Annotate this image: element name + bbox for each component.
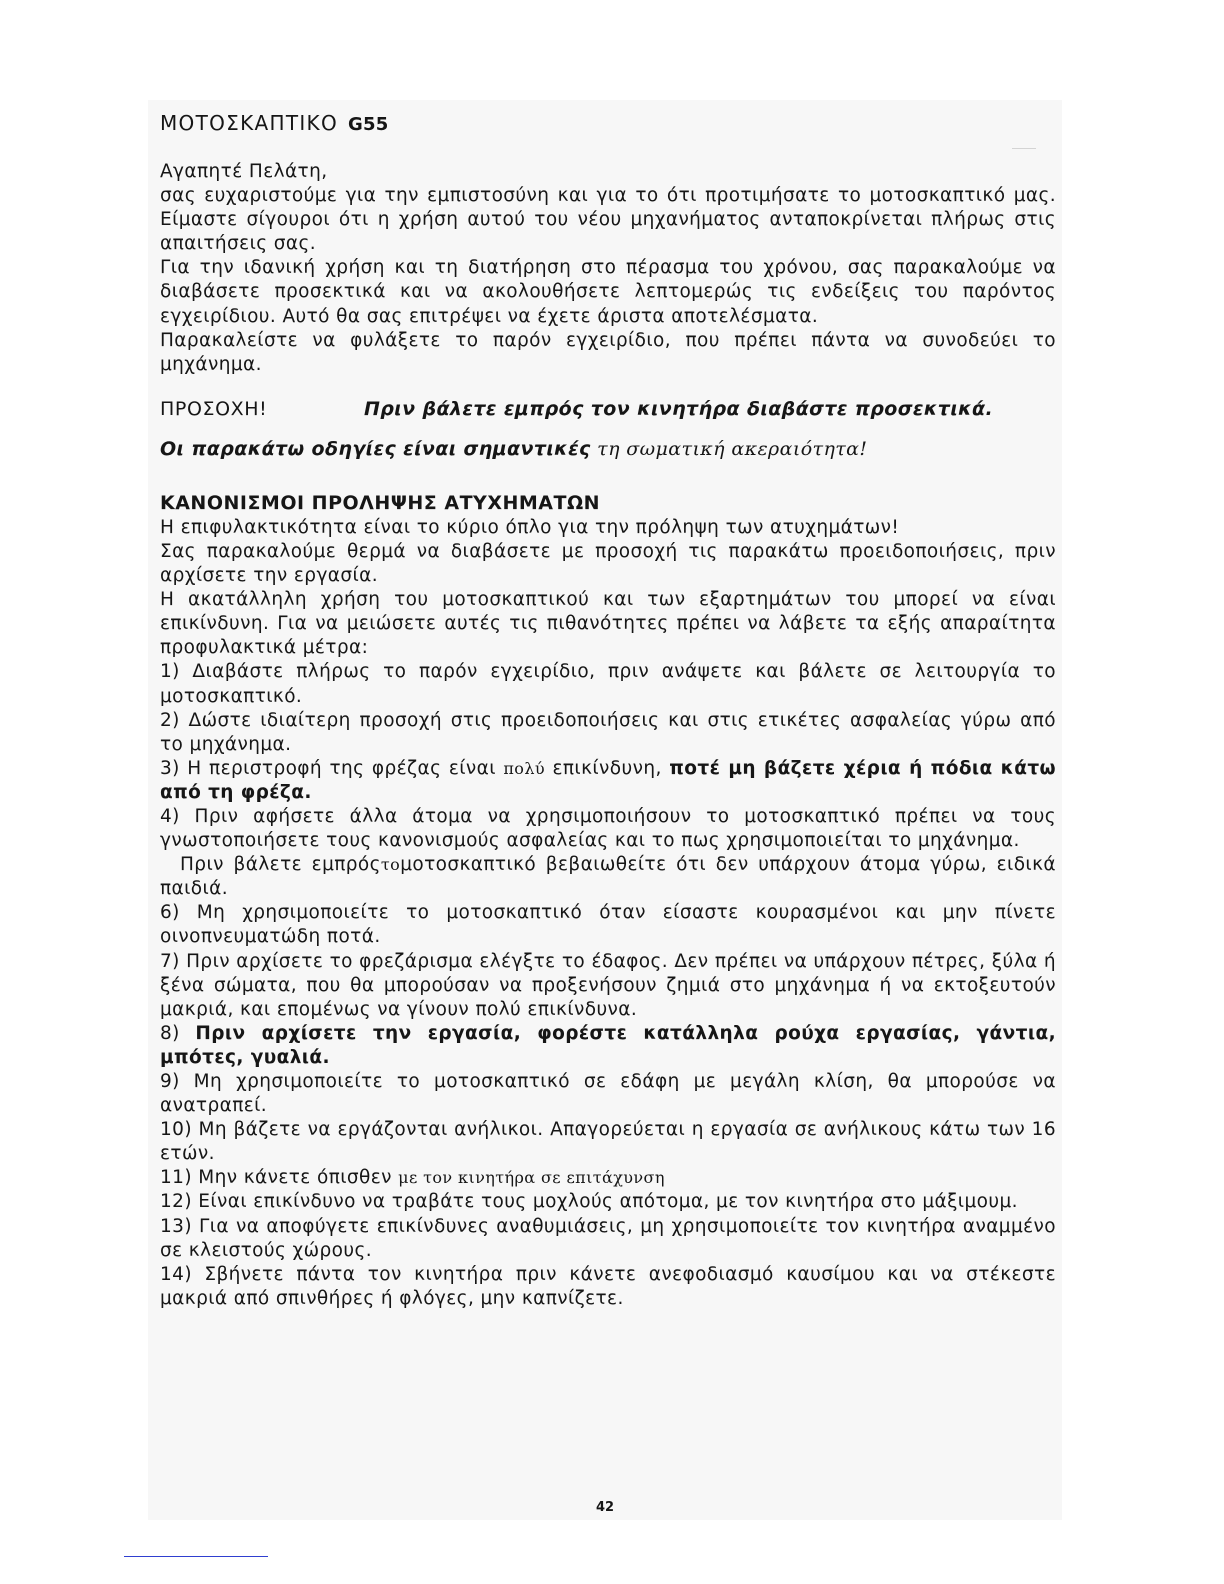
rule-3	[160, 757, 1056, 805]
rule-3-text: 3) Η περιστροφή της φρέζας είναι	[160, 757, 496, 779]
title-model: G55	[348, 114, 389, 135]
rule-11-serif: με τον κινητήρα σε επιτάχυνση	[398, 1168, 665, 1188]
rule-3-text: επικίνδυνη,	[552, 757, 662, 779]
rule-5-serif: το	[380, 855, 401, 875]
rule-9: 9) Μη χρησιμοποιείτε το μοτοσκαπτικό σε εδάφη με μεγάλη κλίση, θα μπορούσε να ανατραπεί.	[160, 1071, 1056, 1117]
lead-paragraph: Η ακατάλληλη χρήση του μοτοσκαπτικού και των εξαρτημάτων του μπορεί να είναι επικίνδυνη. Για να μειώσετε αυτές τις πιθανότητες πρέπει να λάβετε τα εξής απαραίτητα προφυλακτικά μέτρα:	[160, 589, 1056, 659]
rule-10: 10) Μη βάζετε να εργάζονται ανήλικοι. Απαγορεύεται η εργασία σε ανήλικους κάτω των 16 ετών.	[160, 1119, 1056, 1165]
caution-line	[160, 394, 1056, 424]
rule-7: 7) Πριν αρχίσετε το φρεζάρισμα ελέγξτε το έδαφος. Δεν πρέπει να υπάρχουν πέτρες, ξύλα ή ξένα σώματα, που θα μπορούσαν να προξενήσουν ζημιά στο μηχάνημα ή να εκτοξευτούν μακριά, και επομένως να γίνουν πολύ επικίνδυνα.	[160, 950, 1056, 1020]
intro-paragraph: Παρακαλείστε να φυλάξετε το παρόν εγχειρίδιο, που πρέπει πάντα να συνοδεύει το μηχάνημα.	[160, 329, 1056, 375]
page-title	[160, 106, 1056, 142]
notice-bold: Οι παρακάτω οδηγίες είναι σημαντικές	[160, 437, 591, 460]
rule-8-number: 8)	[160, 1022, 180, 1044]
rule-14: 14) Σβήνετε πάντα τον κινητήρα πριν κάνετε ανεφοδιασμό καυσίμου και να στέκεστε μακριά από σπινθήρες ή φλόγες, μην καπνίζετε.	[160, 1263, 1056, 1309]
safety-rules	[160, 516, 1056, 1311]
rule-4: 4) Πριν αφήσετε άλλα άτομα να χρησιμοποιήσουν το μοτοσκαπτικό πρέπει να τους γνωστοποιήσετε τους κανονισμούς ασφαλείας και το πως χρησιμοποιείται το μηχάνημα.	[160, 805, 1056, 852]
lead-paragraph: Η επιφυλακτικότητα είναι το κύριο όπλο για την πρόληψη των ατυχημάτων!	[160, 516, 900, 538]
caution-label: ΠΡΟΣΟΧΗ!	[160, 397, 268, 420]
rule-5	[160, 853, 1056, 901]
title-name: ΜΟΤΟΣΚΑΠΤΙΚΟ	[160, 111, 339, 135]
rule-1: 1) Διαβάστε πλήρως το παρόν εγχειρίδιο, πριν ανάψετε και βάλετε σε λειτουργία το μοτοσκαπτικό.	[160, 661, 1056, 707]
important-notice	[160, 432, 1056, 466]
rule-11-text: 11) Μην κάνετε όπισθεν	[160, 1167, 392, 1189]
manual-page	[160, 106, 1056, 1311]
caution-text: Πριν βάλετε εμπρός τον κινητήρα διαβάστε προσεκτικά.	[364, 397, 994, 420]
rule-11	[160, 1166, 1056, 1190]
intro-block	[160, 160, 1056, 377]
rule-2: 2) Δώστε ιδιαίτερη προσοχή στις προειδοποιήσεις και στις ετικέτες ασφαλείας γύρω από το μηχάνημα.	[160, 709, 1056, 755]
rule-8	[160, 1022, 1056, 1070]
greeting: Αγαπητέ Πελάτη,	[160, 161, 328, 182]
rule-3-warning: ποτέ μη βάζετε χέρια ή πόδια κάτω από τη φρέζα.	[160, 757, 1057, 803]
rule-8-warning: Πριν αρχίσετε την εργασία, φορέστε κατάλληλα ρούχα εργασίας, γάντια, μπότες, γυαλιά.	[160, 1022, 1057, 1068]
lead-paragraph: Σας παρακαλούμε θερμά να διαβάσετε με προσοχή τις παρακάτω προειδοποιήσεις, πριν αρχίσετε την εργασία.	[160, 540, 1056, 587]
rule-3-emphasis: πολύ	[503, 758, 545, 778]
section-title: ΚΑΝΟΝΙΣΜΟΙ ΠΡΟΛΗΨΗΣ ΑΤΥΧΗΜΑΤΩΝ	[160, 491, 600, 514]
rule-5-text: Πριν βάλετε εμπρός	[180, 854, 381, 876]
rule-12: 12) Είναι επικίνδυνο να τραβάτε τους μοχλούς απότομα, με τον κινητήρα στο μάξιμουμ.	[160, 1191, 1018, 1213]
page-number: 42	[595, 1500, 615, 1515]
rule-5-text: μοτοσκαπτικό βεβαιωθείτε ότι δεν υπάρχουν άτομα γύρω, ειδικά παιδιά.	[160, 854, 1056, 900]
rule-13: 13) Για να αποφύγετε επικίνδυνες αναθυμιάσεις, μη χρησιμοποιείτε τον κινητήρα αναμμένο σε κλειστούς χώρους.	[160, 1215, 1056, 1261]
intro-paragraph: σας ευχαριστούμε για την εμπιστοσύνη και για το ότι προτιμήσατε το μοτοσκαπτικό μας. Είμαστε σίγουροι ότι η χρήση αυτού του νέου μηχανήματος ανταποκρίνεται πλήρως στις απαιτήσεις σας.	[160, 185, 1056, 255]
notice-italic: τη σωματική ακεραιότητα!	[597, 437, 868, 460]
footer-rule	[124, 1556, 268, 1557]
intro-paragraph: Για την ιδανική χρήση και τη διατήρηση στο πέρασμα του χρόνου, σας παρακαλούμε να διαβάσετε προσεκτικά και να ακολουθήσετε λεπτομερώς τις ενδείξεις του παρόντος εγχειρίδιου. Αυτό θα σας επιτρέψει να έχετε άριστα αποτελέσματα.	[160, 257, 1056, 327]
rule-6: 6) Μη χρησιμοποιείτε το μοτοσκαπτικό όταν είσαστε κουρασμένοι και μην πίνετε οινοπνευματώδη ποτά.	[160, 902, 1056, 948]
